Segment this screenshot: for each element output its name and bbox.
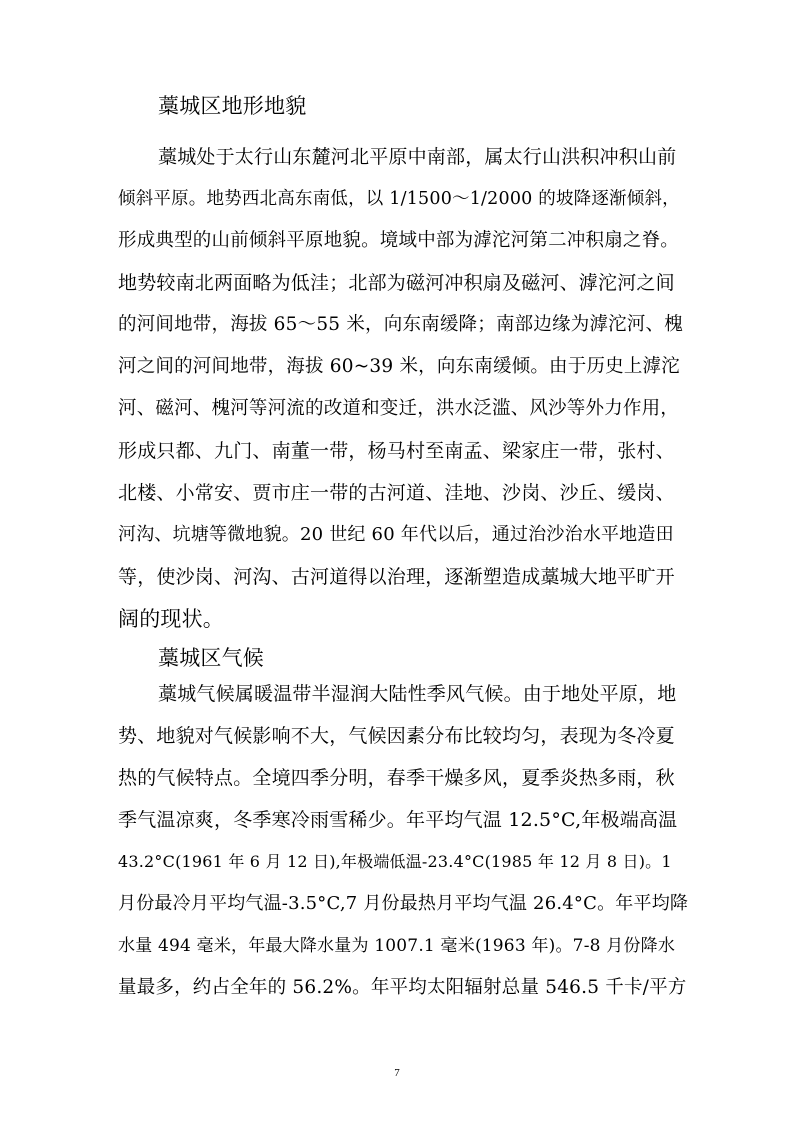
paragraph-line: 季气温凉爽，冬季寒冷雨雪稀少。年平均气温 12.5°C,年极端高温 [118,809,678,831]
paragraph-line: 阔的现状。 [118,607,224,631]
paragraph-line: 等，使沙岗、河沟、古河道得以治理，逐渐塑造成藁城大地平旷开 [118,566,675,588]
paragraph-line: 河、磁河、槐河等河流的改道和变迁，洪水泛滥、风沙等外力作用， [118,398,680,419]
section-heading-terrain: 藁城区地形地貌 [158,94,307,118]
paragraph-line: 地势较南北两面略为低洼；北部为磁河冲积扇及磁河、滹沱河之间 [118,272,675,294]
section-heading-climate: 藁城区气候 [158,646,264,670]
paragraph-line: 藁城气候属暖温带半湿润大陆性季风气候。由于地处平原，地 [158,683,677,705]
paragraph-line: 形成只都、九门、南董一带，杨马村至南孟、梁家庄一带，张村、 [118,440,675,462]
paragraph-line: 河沟、坑塘等微地貌。20 世纪 60 年代以后，通过治沙治水平地造田 [118,524,674,545]
paragraph-line: 月份最冷月平均气温-3.5°C,7 月份最热月平均气温 26.4°C。年平均降 [118,893,689,914]
paragraph-line: 的河间地带，海拔 65～55 米，向东南缓降；南部边缘为滹沱河、槐 [118,314,683,335]
paragraph-line: 势、地貌对气候影响不大，气候因素分布比较均匀，表现为冬冷夏 [118,725,675,747]
paragraph-line: 倾斜平原。地势西北高东南低，以 1/1500～1/2000 的坡降逐渐倾斜， [118,189,680,209]
paragraph-line: 热的气候特点。全境四季分明，春季干燥多风，夏季炎热多雨，秋 [118,767,675,789]
paragraph-line: 水量 494 毫米，年最大降水量为 1007.1 毫米(1963 年)。7-8 月份降水 [118,936,676,956]
page-number: 7 [394,1067,400,1079]
paragraph-line: 形成典型的山前倾斜平原地貌。境域中部为滹沱河第二冲积扇之脊。 [118,230,680,251]
paragraph-line: 北楼、小常安、贾市庄一带的古河道、洼地、沙岗、沙丘、缓岗、 [118,482,675,504]
paragraph-line: 43.2°C(1961 年 6 月 12 日),年极端低温-23.4°C(1985 年 12 月 8 日)。1 [118,852,672,871]
paragraph-line: 河之间的河间地带，海拔 60~39 米，向东南缓倾。由于历史上滹沱 [118,356,680,377]
paragraph-line: 藁城处于太行山东麓河北平原中南部，属太行山洪积冲积山前 [158,146,677,168]
paragraph-line: 量最多，约占全年的 56.2%。年平均太阳辐射总量 546.5 千卡/平方 [118,977,687,998]
